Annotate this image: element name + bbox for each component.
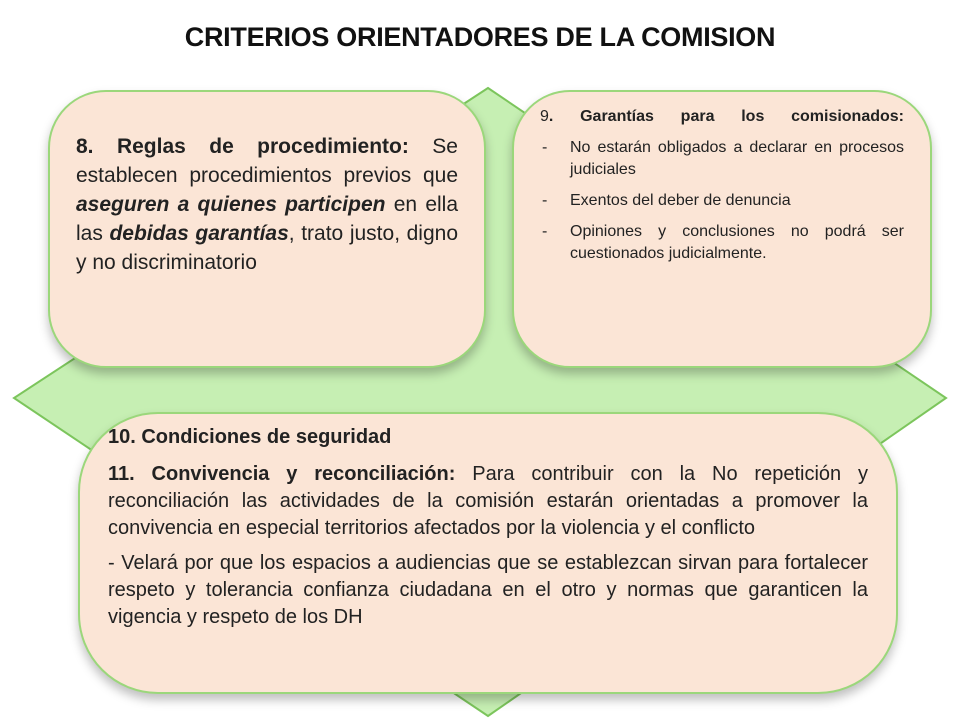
coexistence-heading: 11. Convivencia y reconciliación: <box>108 463 456 485</box>
procedure-rules-heading: 8. Reglas de procedimiento: <box>76 135 409 158</box>
guarantees-heading: 9. Garantías para los comisionados: <box>540 108 904 125</box>
page-title: CRITERIOS ORIENTADORES DE LA COMISION <box>184 22 776 52</box>
hearings-paragraph: - Velará por que los espacios a audiencias que se establezcan sirvan para fortalecer respeto y tolerancia confianza ciudadana en el otro y normas que garanticen la vigencia y respeto de los DH <box>108 552 868 628</box>
list-item: - No estarán obligados a declarar en procesos judiciales <box>540 137 904 181</box>
emphasis-participants: aseguren a quienes participen <box>76 193 386 216</box>
security-conditions-heading: 10. Condiciones de seguridad <box>108 426 392 448</box>
card-procedure-rules <box>48 90 486 368</box>
list-item: - Opiniones y conclusiones no podrá ser cuestionados judicialmente. <box>540 221 904 265</box>
emphasis-guarantees: debidas garantías <box>109 222 289 245</box>
guarantees-list <box>540 137 904 265</box>
list-item: - Exentos del deber de denuncia <box>540 190 904 212</box>
card-commissioner-guarantees <box>512 90 932 368</box>
card-security-coexistence <box>78 412 898 694</box>
coexistence-paragraph: 11. Convivencia y reconciliación: Para contribuir con la No repetición y reconciliación las actividades de la comisión estarán orientadas a promover la convivencia en especial territorios afectados por la violencia y el conflicto <box>108 463 869 539</box>
procedure-rules-text: 8. Reglas de procedimiento: Se establecen procedimientos previos que aseguren a quienes participen en ella las debidas garantías, trato justo, digno y no discriminatorio <box>76 135 459 274</box>
